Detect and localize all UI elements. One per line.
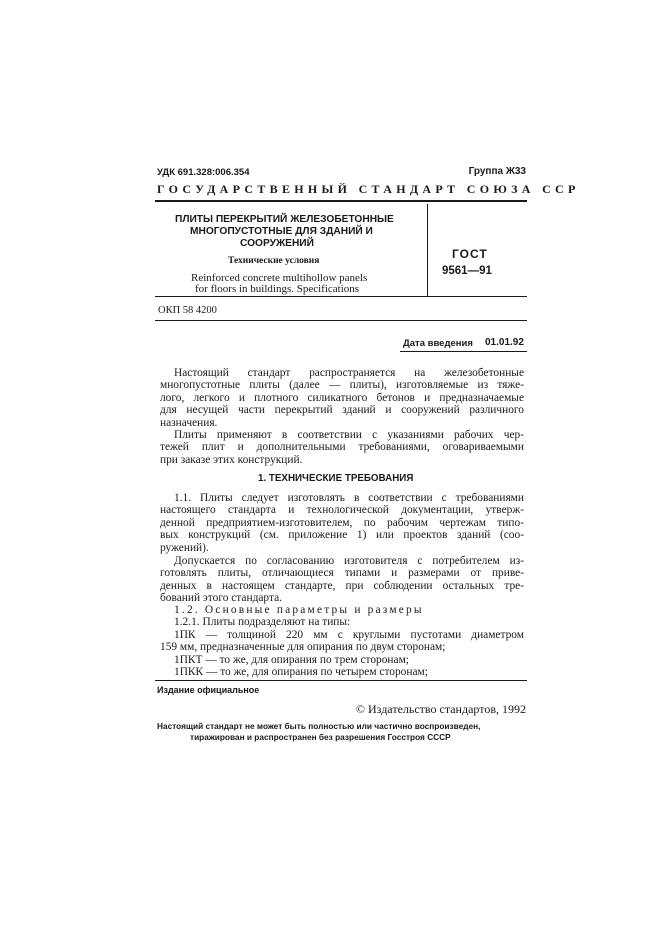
standard-banner: ГОСУДАРСТВЕННЫЙ СТАНДАРТ СОЮЗА ССР	[157, 182, 580, 196]
gost-label: ГОСТ	[452, 247, 488, 261]
text-line: тежей плит и дополнительными требованиями, оговариваемыми	[160, 441, 524, 454]
text-line: при заказе этих конструкций.	[160, 453, 303, 466]
text-line: Плиты применяют в соответствии с указаниями рабочих чер-	[174, 429, 524, 441]
text-line: многопустотные плиты (далее — плиты), изготовляемые из тяже-	[160, 379, 524, 392]
text-line: назначения.	[160, 416, 218, 429]
text-line: 1.1. Плиты следует изготовлять в соответствии с требованиями	[174, 492, 524, 504]
section-heading: 1. ТЕХНИЧЕСКИЕ ТРЕБОВАНИЯ	[258, 473, 414, 484]
paragraph-scope	[160, 367, 524, 429]
text-line: ружений).	[160, 541, 209, 554]
udk-code: УДК 691.328:006.354	[157, 167, 250, 178]
title-line-1: ПЛИТЫ ПЕРЕКРЫТИЙ ЖЕЛЕЗОБЕТОННЫЕ	[175, 214, 394, 225]
notice-line-2: тиражирован и распространен без разрешения Госстроя СССР	[190, 732, 451, 742]
text-line: лого, легкого и плотного силикатного бетонов и предназначаемые	[160, 391, 524, 404]
text-line: денных в настоящем стандарте, при соблюдении остальных тре-	[160, 579, 524, 592]
intro-date-value: 01.01.92	[485, 337, 524, 348]
subtitle: Технические условия	[228, 256, 320, 266]
text-line: для несущей части перекрытий зданий и сооружений различного	[160, 404, 524, 417]
text-line: вых конструкций (см. приложение 1) или проектов зданий (соо-	[160, 529, 524, 542]
footer-rule	[155, 680, 527, 681]
paragraph-deviation	[160, 555, 524, 605]
text-line: Настоящий стандарт распространяется на железобетонные	[174, 367, 524, 379]
okp-rule	[155, 320, 527, 321]
type-1pkk: 1ПКК — то же, для опирания по четырем сторонам;	[174, 666, 428, 679]
paragraph-1-1	[160, 492, 524, 554]
text-line: Допускается по согласованию изготовителя с потребителем из-	[174, 555, 524, 567]
title-rule	[155, 296, 527, 297]
title-gost-divider	[427, 204, 428, 296]
text-line: денной предприятием-изготовителем, по рабочим чертежам типо-	[160, 516, 524, 529]
title-english-1: Reinforced concrete multihollow panels	[191, 272, 368, 284]
type-1pkt: 1ПКТ — то же, для опирания по трем сторонам;	[174, 653, 409, 666]
notice-line-1: Настоящий стандарт не может быть полностью или частично воспроизведен,	[157, 721, 481, 731]
official-edition: Издание официальное	[157, 685, 260, 695]
group-code: Группа Ж33	[468, 166, 526, 177]
type-1pk-cont: 159 мм, предназначенные для опирания по двум сторонам;	[160, 641, 446, 654]
okp-code: ОКП 58 4200	[158, 305, 217, 316]
gost-number: 9561—91	[442, 265, 492, 277]
parameters-list	[160, 604, 524, 678]
text-line: бований этого стандарта.	[160, 592, 282, 605]
item-1-2: 1.2. Основные параметры и размеры	[174, 604, 424, 616]
title-line-2: МНОГОПУСТОТНЫЕ ДЛЯ ЗДАНИЙ И	[190, 226, 373, 237]
header-rule	[155, 200, 527, 202]
title-line-3: СООРУЖЕНИЙ	[240, 238, 314, 249]
text-line: готовлять плиты, отличающиеся типами и размерами от приве-	[160, 567, 524, 580]
paragraph-application	[160, 429, 524, 466]
type-1pk: 1ПК — толщиной 220 мм с круглыми пустотами диаметром	[174, 628, 524, 641]
item-1-2-1: 1.2.1. Плиты подразделяют на типы:	[174, 616, 351, 629]
copyright: © Издательство стандартов, 1992	[355, 702, 526, 716]
intro-date-label: Дата введения	[403, 338, 473, 349]
intro-date-rule	[400, 351, 527, 352]
text-line: настоящего стандарта и технологической документации, утверж-	[160, 504, 524, 517]
title-english-2: for floors in buildings. Specifications	[195, 283, 360, 295]
